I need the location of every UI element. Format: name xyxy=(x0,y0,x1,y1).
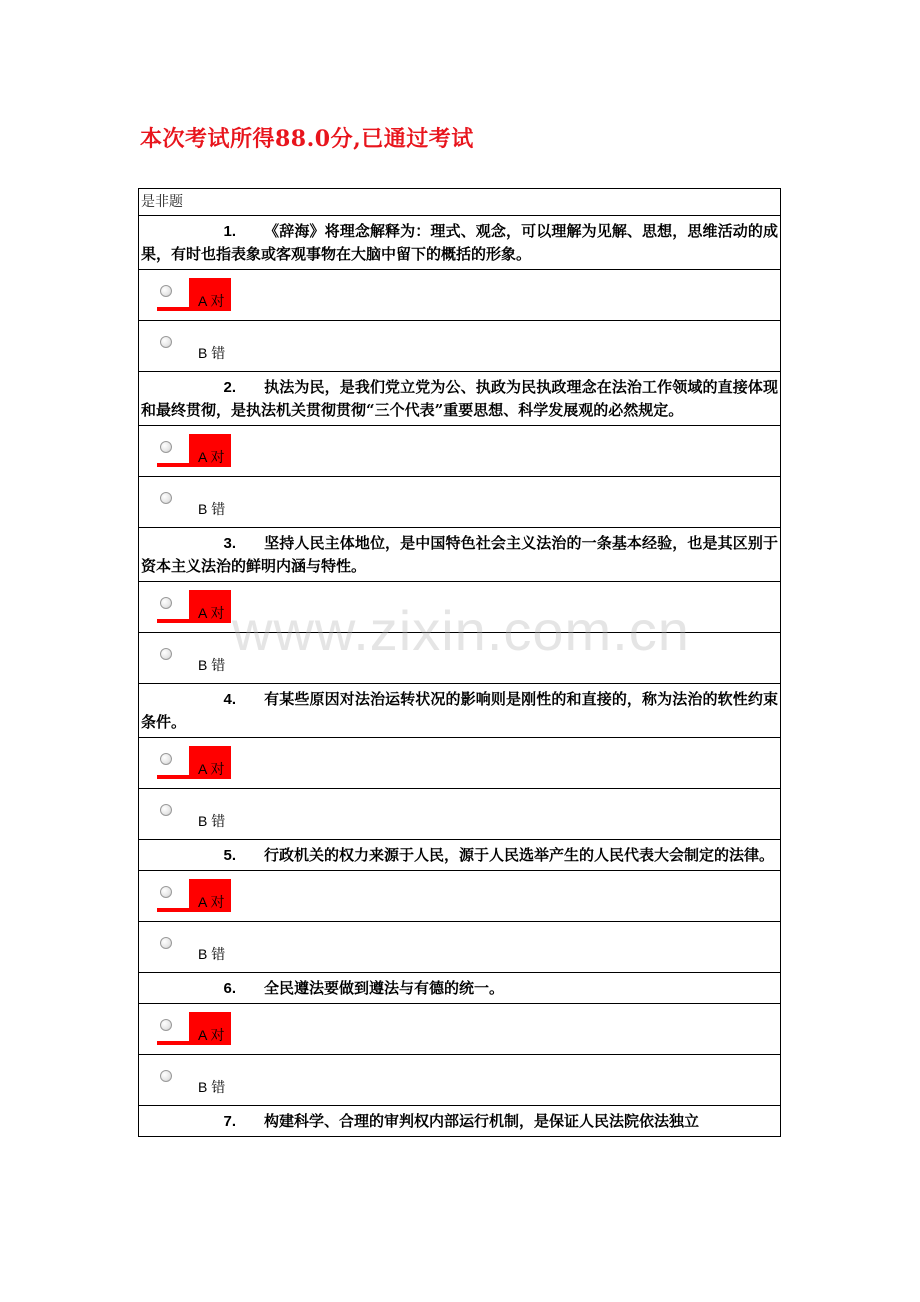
radio-button[interactable] xyxy=(160,753,172,765)
question-row xyxy=(139,1106,781,1137)
option-label: A 对 xyxy=(198,1027,225,1043)
question-number: 4. xyxy=(223,691,236,708)
watermark: www.zixin.com.cn xyxy=(232,599,690,662)
option-cell[interactable] xyxy=(139,1055,781,1106)
question-text: 坚持人民主体地位，是中国特色社会主义法治的一条基本经验，也是其区别于资本主义法治的鲜明内涵与特性。 xyxy=(141,534,778,575)
question-row xyxy=(139,684,781,738)
question-text: 《辞海》将理念解释为：理式、观念，可以理解为见解、思想，思维活动的成果，有时也指表象或客观事物在大脑中留下的概括的形象。 xyxy=(141,222,778,263)
radio-button[interactable] xyxy=(160,1070,172,1082)
radio-button[interactable] xyxy=(160,804,172,816)
question-cell xyxy=(139,840,781,871)
option-row xyxy=(139,426,781,477)
question-text: 执法为民，是我们党立党为公、执政为民执政理念在法治工作领域的直接体现和最终贯彻，是执法机关贯彻贯彻“三个代表”重要思想、科学发展观的必然规定。 xyxy=(141,378,778,419)
radio-button[interactable] xyxy=(160,937,172,949)
option-cell-correct[interactable] xyxy=(139,426,781,477)
section-title: 是非题 xyxy=(139,189,781,216)
option-row xyxy=(139,477,781,528)
question-row xyxy=(139,528,781,582)
radio-button[interactable] xyxy=(160,441,172,453)
option-label: A 对 xyxy=(198,605,225,621)
option-cell[interactable] xyxy=(139,633,781,684)
question-cell xyxy=(139,1106,781,1137)
radio-button[interactable] xyxy=(160,336,172,348)
option-cell-correct[interactable] xyxy=(139,1004,781,1055)
question-text: 行政机关的权力来源于人民，源于人民选举产生的人民代表大会制定的法律。 xyxy=(264,846,775,864)
option-cell[interactable] xyxy=(139,321,781,372)
section-row xyxy=(139,189,781,216)
option-label: A 对 xyxy=(198,894,225,910)
option-label: B 错 xyxy=(198,813,226,829)
question-row xyxy=(139,840,781,871)
exam-result-title: 本次考试所得88.0分,已通过考试 xyxy=(140,126,474,152)
question-cell xyxy=(139,684,781,738)
question-number: 1. xyxy=(223,223,236,240)
question-number: 6. xyxy=(223,980,236,997)
option-row xyxy=(139,871,781,922)
option-cell-correct[interactable] xyxy=(139,738,781,789)
option-cell[interactable] xyxy=(139,789,781,840)
question-text: 构建科学、合理的审判权内部运行机制，是保证人民法院依法独立 xyxy=(264,1112,700,1130)
radio-button[interactable] xyxy=(160,886,172,898)
radio-button[interactable] xyxy=(160,648,172,660)
option-cell-correct[interactable] xyxy=(139,270,781,321)
option-row xyxy=(139,582,781,633)
option-row xyxy=(139,1004,781,1055)
radio-button[interactable] xyxy=(160,597,172,609)
option-cell[interactable] xyxy=(139,477,781,528)
option-cell-correct[interactable] xyxy=(139,871,781,922)
question-number: 3. xyxy=(223,535,236,552)
question-cell xyxy=(139,372,781,426)
radio-button[interactable] xyxy=(160,285,172,297)
quiz-table xyxy=(138,188,781,1137)
question-row xyxy=(139,372,781,426)
question-number: 7. xyxy=(223,1113,236,1130)
question-number: 5. xyxy=(223,847,236,864)
question-text: 有某些原因对法治运转状况的影响则是刚性的和直接的，称为法治的软性约束条件。 xyxy=(141,690,778,731)
option-row xyxy=(139,1055,781,1106)
option-row xyxy=(139,321,781,372)
question-cell xyxy=(139,973,781,1004)
option-row xyxy=(139,922,781,973)
option-cell[interactable] xyxy=(139,922,781,973)
option-label: B 错 xyxy=(198,946,226,962)
question-cell xyxy=(139,216,781,270)
option-label: A 对 xyxy=(198,761,225,777)
option-label: B 错 xyxy=(198,501,226,517)
question-number: 2. xyxy=(223,379,236,396)
option-cell-correct[interactable] xyxy=(139,582,781,633)
question-row xyxy=(139,973,781,1004)
option-label: B 错 xyxy=(198,1079,226,1095)
radio-button[interactable] xyxy=(160,1019,172,1031)
radio-button[interactable] xyxy=(160,492,172,504)
option-label: B 错 xyxy=(198,657,226,673)
option-row xyxy=(139,270,781,321)
quiz-body xyxy=(139,189,781,1137)
option-row xyxy=(139,738,781,789)
option-row xyxy=(139,633,781,684)
question-text: 全民遵法要做到遵法与有德的统一。 xyxy=(264,979,505,997)
option-row xyxy=(139,789,781,840)
option-label: A 对 xyxy=(198,449,225,465)
option-label: A 对 xyxy=(198,293,225,309)
question-row xyxy=(139,216,781,270)
option-label: B 错 xyxy=(198,345,226,361)
question-cell xyxy=(139,528,781,582)
